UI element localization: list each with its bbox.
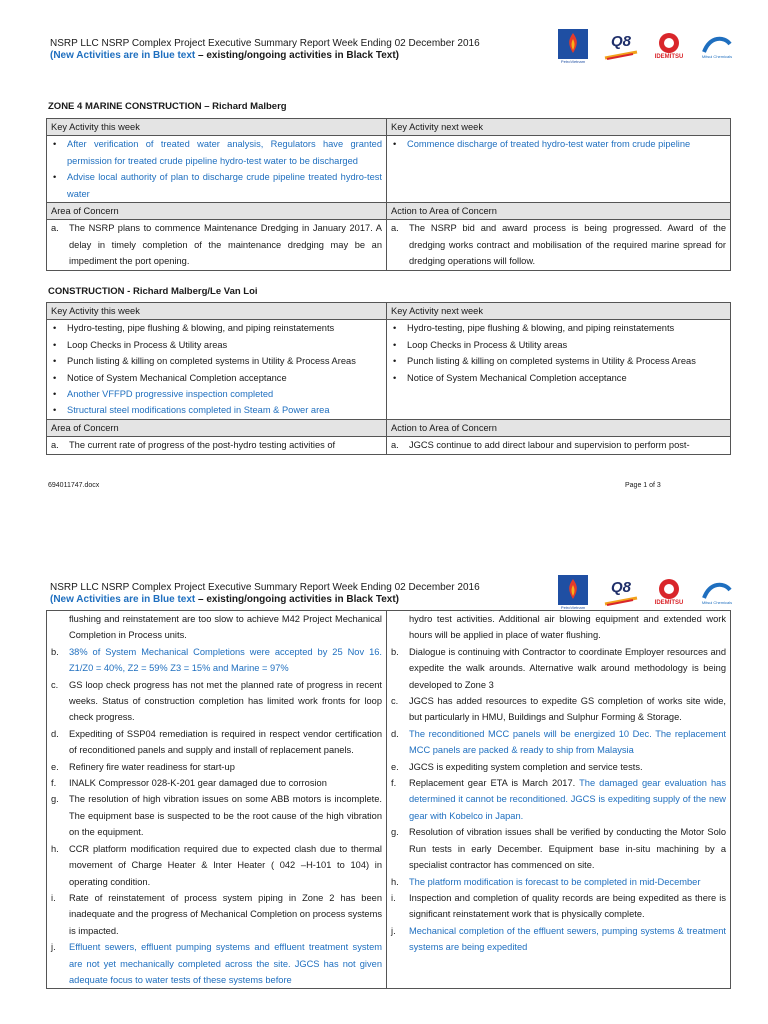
document-page-2 [0,570,768,1024]
construction-table-continued [46,610,731,989]
list-marker: b. [391,646,399,657]
col-area-of-concern: Area of Concern [47,419,387,436]
idemitsu-logo: IDEMITSU [648,28,690,64]
list-item [409,611,726,644]
list-item [391,824,726,873]
list-item: a. The current rate of progress of the post-hydro testing activities of [51,440,336,451]
construction-section-title: CONSTRUCTION - Richard Malberg/Le Van Loi [48,286,258,297]
construction-next-week-list [391,320,726,386]
partner-logos [552,28,738,64]
list-item [51,890,382,939]
subtitle-black-part: – existing/ongoing activities in Black Text) [195,50,399,61]
list-item [51,841,382,890]
document-page-1 [0,0,768,497]
list-marker: h. [51,843,59,854]
list-item-text: The platform modification is forecast to be completed in mid-December [409,876,701,887]
list-marker: g. [51,794,59,805]
list-item [391,874,726,890]
construction-this-week-list [51,320,382,418]
subtitle-blue-part: (New Activities are in Blue text [50,594,196,605]
list-item [391,759,726,775]
zone4-section-title: ZONE 4 MARINE CONSTRUCTION – Richard Malberg [48,101,287,112]
list-item: • Notice of System Mechanical Completion acceptance [407,370,726,386]
list-item-text: The reconditioned MCC panels will be energized 10 Dec. The replacement MCC panels are packed & ready to ship from Malaysia [409,728,726,756]
construction-concern-row-continued [47,611,731,989]
list-item: a. JGCS continue to add direct labour and supervision to perform post- [391,440,690,451]
list-item-text: Mechanical completion of the effluent sewers, pumping systems & treatment systems are being expedited [409,925,726,953]
list-marker: i. [391,892,396,903]
col-key-activity-this-week: Key Activity this week [47,303,387,320]
mitsui-chemicals-logo: Mitsui Chemicals [696,28,738,64]
list-item [391,775,726,824]
construction-activity-row [47,320,731,419]
list-item: a. The NSRP plans to commence Maintenance Dredging in January 2017. A delay in timely completion of the maintenance dredging may be an impediment the port opening. [51,223,382,267]
subtitle-black-part: – existing/ongoing activities in Black Text) [195,594,399,605]
list-item [391,890,726,923]
list-item [51,791,382,840]
list-item-text: Rate of reinstatement of process system piping in Zone 2 has been inadequate and the progress of Mechanical Completion on process systems is impacted. [69,892,382,936]
list-item: • Loop Checks in Process & Utility areas [407,337,726,353]
subtitle-blue-part: (New Activities are in Blue text [50,50,196,61]
list-item [391,726,726,759]
list-marker: h. [391,876,399,887]
list-marker: j. [391,925,396,936]
list-item-text: JGCS has added resources to expedite GS completion of works site wide, but particularly in HMU, Buildings and Sulphur Forming & Storage. [409,696,726,723]
list-item-text: The resolution of high vibration issues on some ABB motors is incomplete. The equipment base is suspected to be the root cause of the high vibration on the equipment. [69,794,382,838]
partner-logos [552,574,738,610]
list-item-text: Effluent sewers, effluent pumping systems and effluent treatment system are not yet mechanically completed across the site. JGCS has not given adequate focus to water tests of these systems before [69,942,382,985]
page-gap [0,497,768,570]
construction-concern-header-row [47,419,731,436]
petrovietnam-logo: PetroVietnam [552,28,594,64]
list-item: • Loop Checks in Process & Utility areas [67,337,382,353]
report-subtitle [50,594,399,606]
list-item-text: flushing and reinstatement are too slow to achieve M42 Project Mechanical Completion in Process units. [69,614,382,641]
list-marker: e. [51,761,59,772]
report-title: NSRP LLC NSRP Complex Project Executive Summary Report Week Ending 02 December 2016 [50,38,480,49]
col-action-to-concern: Action to Area of Concern [387,203,731,220]
list-item: a. The NSRP bid and award process is being progressed. Award of the dredging works contract and mobilisation of the required marine spread for dredging operations will follow. [391,223,726,267]
list-item: • Commence discharge of treated hydro-test water from crude pipeline [407,136,726,152]
report-subtitle [50,50,399,62]
mitsui-chemicals-logo: Mitsui Chemicals [696,574,738,610]
list-item-text: Inspection and completion of quality records are being expedited as there is significant reinstatement work that is physically complete. [409,892,726,920]
construction-concern-row [47,437,731,454]
list-item [51,759,382,775]
footer-doc-name: 694011747.docx [48,482,100,489]
list-marker: c. [391,696,399,707]
list-item-text: 38% of System Mechanical Completions were accepted by 25 Nov 16. Z1/Z0 = 40%, Z2 = 59% Z3 = 15% and Marine = 97% [69,646,382,674]
construction-table [46,302,731,455]
zone4-next-week-list [391,136,726,152]
list-marker: j. [51,942,56,953]
zone4-concern-row [47,220,731,270]
list-marker: c. [51,679,59,690]
list-marker: f. [51,778,57,789]
list-item-text: INALK Compressor 028-K-201 gear damaged due to corrosion [69,778,327,789]
list-marker: e. [391,761,399,772]
area-of-concern-list [51,611,382,988]
list-item [391,693,726,726]
zone4-concern-header-row [47,203,731,220]
col-key-activity-next-week: Key Activity next week [387,303,731,320]
list-marker: d. [51,728,59,739]
zone4-table [46,118,731,271]
list-item [51,677,382,726]
list-item: • Punch listing & killing on completed systems in Utility & Process Areas [67,353,382,369]
action-to-concern-list [391,611,726,956]
zone4-header-row [47,119,731,136]
list-item [51,726,382,759]
report-title: NSRP LLC NSRP Complex Project Executive Summary Report Week Ending 02 December 2016 [50,582,480,593]
col-action-to-concern: Action to Area of Concern [387,419,731,436]
list-marker: d. [391,728,399,739]
list-item: • Advise local authority of plan to discharge crude pipeline treated hydro-test water [67,169,382,202]
list-item-text: Expediting of SSP04 remediation is required in respect vendor certification of reconditioned panels and supply and install of replacement panels. [69,728,382,756]
list-item [391,644,726,693]
list-item-text: The damaged gear evaluation has determined it cannot be reconditioned. JGCS is expediting supply of the new gear with Kobelco in Japan. [409,778,726,821]
list-item: • Punch listing & killing on completed systems in Utility & Process Areas [407,353,726,369]
list-item [69,611,382,644]
list-item: • Another VFFPD progressive inspection completed [67,386,382,402]
list-item-text: JGCS is expediting system completion and service tests. [409,761,643,772]
idemitsu-logo: IDEMITSU [648,574,690,610]
list-item-text: Refinery fire water readiness for start-up [69,761,235,772]
list-item-text: Resolution of vibration issues shall be verified by conducting the Motor Solo Run tests in early December. Equipment base in-situ machining by a specialist contractor has commenced on site. [409,827,726,871]
list-marker: f. [391,778,397,789]
zone4-activity-row [47,136,731,203]
list-item-text: CCR platform modification required due to expected clash due to thermal movement of Charge Heater & Inter Heater ( 042 –H-101 to 104) in operating condition. [69,843,382,887]
list-item [51,644,382,677]
zone4-this-week-list [51,136,382,202]
list-item: • Hydro-testing, pipe flushing & blowing, and piping reinstatements [67,320,382,336]
petrovietnam-logo: PetroVietnam [552,574,594,610]
col-key-activity-this-week: Key Activity this week [47,119,387,136]
q8-logo: Q8 [600,574,642,610]
footer-page-number: Page 1 of 3 [625,482,661,489]
list-item-text: Dialogue is continuing with Contractor to coordinate Employer resources and expedite the walk arounds. Alternative walk around methodology is being developed to Zone 3 [409,646,726,690]
col-key-activity-next-week: Key Activity next week [387,119,731,136]
col-area-of-concern: Area of Concern [47,203,387,220]
list-item-text: GS loop check progress has not met the planned rate of progress in recent weeks. Status of construction completion has limited work fronts for loop check progress. [69,679,382,723]
list-marker: g. [391,827,399,838]
list-item [51,775,382,791]
list-item: • Hydro-testing, pipe flushing & blowing, and piping reinstatements [407,320,726,336]
q8-logo: Q8 [600,28,642,64]
list-item-text: Replacement gear ETA is March 2017. [409,778,580,789]
list-marker: b. [51,646,59,657]
list-item [391,923,726,956]
list-item [51,939,382,988]
list-item: • Structural steel modifications completed in Steam & Power area [67,402,382,418]
list-marker: i. [51,892,56,903]
list-item: • After verification of treated water analysis, Regulators have granted permission for treated crude pipeline hydro-test water to be discharged [67,136,382,169]
list-item-text: hydro test activities. Additional air blowing equipment and extended work hours will be applied in place of water flushing. [409,614,726,641]
list-item: • Notice of System Mechanical Completion acceptance [67,370,382,386]
construction-header-row [47,303,731,320]
